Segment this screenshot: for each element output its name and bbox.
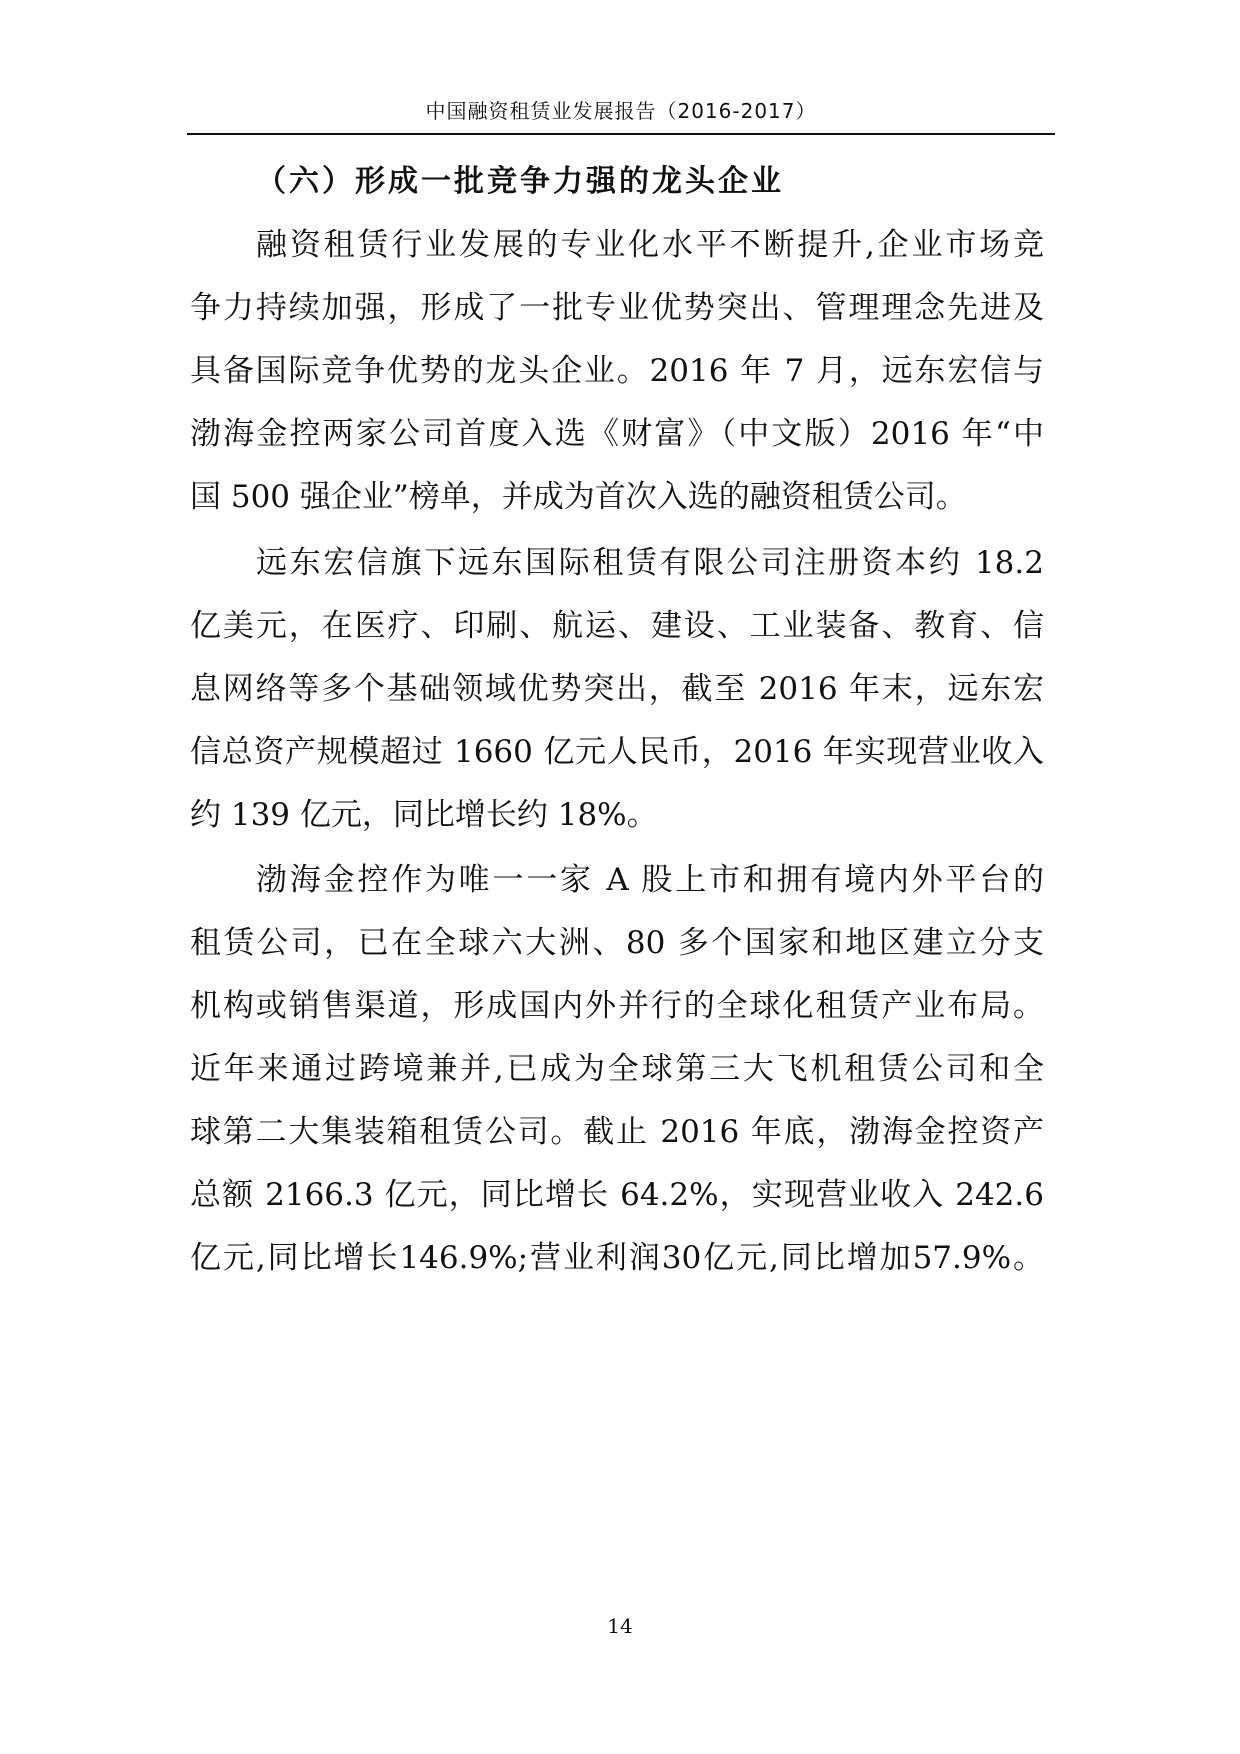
paragraph-line: 渤海金控两家公司首度入选《财富》（中文版）2016 年“中 xyxy=(190,416,1044,452)
paragraph-line: 球第二大集装箱租赁公司。截止 2016 年底，渤海金控资产 xyxy=(190,1114,1044,1150)
paragraph-line: 国 500 强企业”榜单，并成为首次入选的融资租赁公司。 xyxy=(190,479,967,515)
paragraph-line: 信总资产规模超过 1660 亿元人民币，2016 年实现营业收入 xyxy=(190,734,1044,770)
paragraph-line: 亿美元，在医疗、印刷、航运、建设、工业装备、教育、信 xyxy=(190,608,1044,644)
section-heading: （六）形成一批竞争力强的龙头企业 xyxy=(256,164,784,199)
paragraph-line: 争力持续加强，形成了一批专业优势突出、管理理念先进及 xyxy=(190,290,1044,326)
paragraph-line: 亿元,同比增长146.9%;营业利润30亿元,同比增加57.9%。 xyxy=(190,1240,1044,1276)
paragraph-line: 机构或销售渠道，形成国内外并行的全球化租赁产业布局。 xyxy=(190,988,1044,1024)
header-rule xyxy=(187,133,1055,135)
paragraph-line: 具备国际竞争优势的龙头企业。2016 年 7 月，远东宏信与 xyxy=(190,353,1044,389)
paragraph-line: 融资租赁行业发展的专业化水平不断提升,企业市场竞 xyxy=(256,227,1044,263)
page-number: 14 xyxy=(607,1614,633,1638)
paragraph-line: 渤海金控作为唯一一家 A 股上市和拥有境内外平台的 xyxy=(256,862,1044,898)
paragraph-line: 近年来通过跨境兼并,已成为全球第三大飞机租赁公司和全 xyxy=(190,1051,1044,1087)
paragraph-line: 息网络等多个基础领域优势突出，截至 2016 年末，远东宏 xyxy=(190,671,1044,707)
running-header: 中国融资租赁业发展报告（2016-2017） xyxy=(425,99,817,123)
paragraph-line: 约 139 亿元，同比增长约 18%。 xyxy=(190,797,658,833)
paragraph-line: 总额 2166.3 亿元，同比增长 64.2%，实现营业收入 242.6 xyxy=(190,1177,1044,1213)
paragraph-line: 远东宏信旗下远东国际租赁有限公司注册资本约 18.2 xyxy=(256,545,1044,581)
paragraph-line: 租赁公司，已在全球六大洲、80 多个国家和地区建立分支 xyxy=(190,925,1044,961)
